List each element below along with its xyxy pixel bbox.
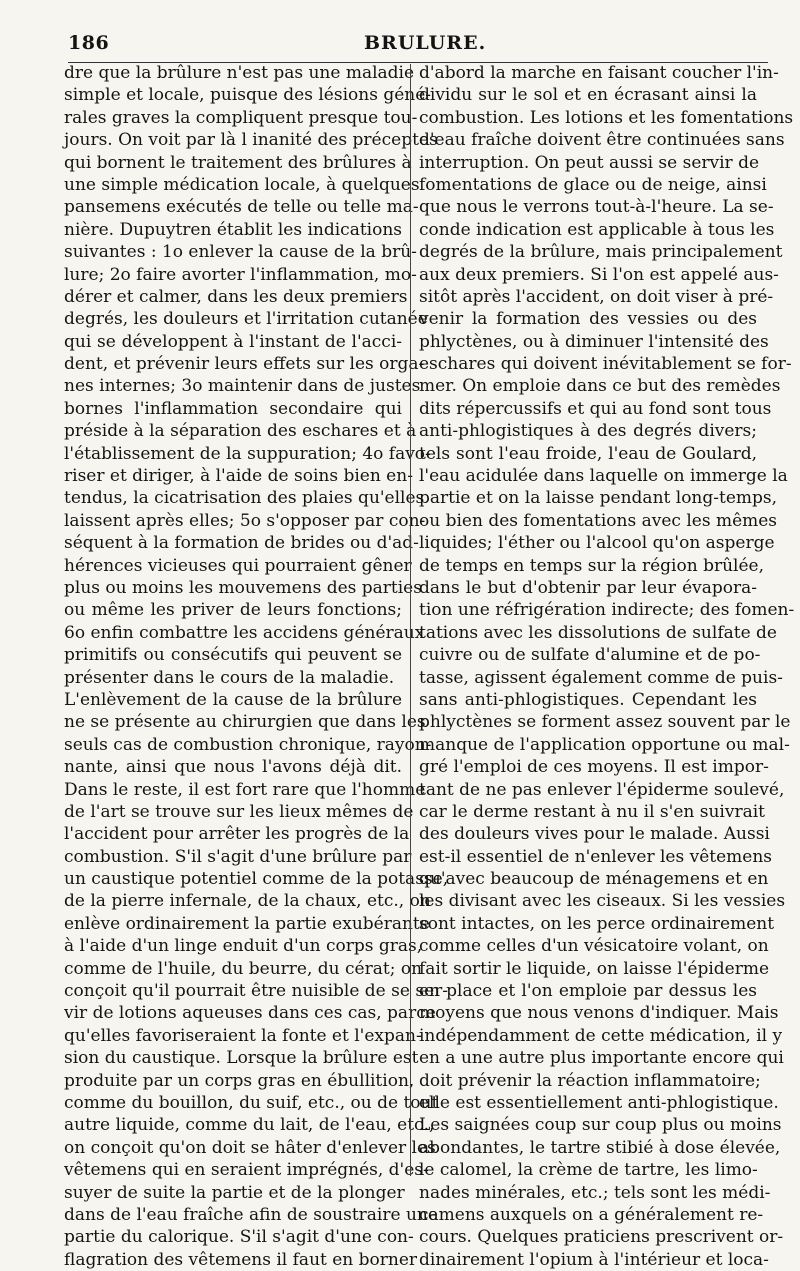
text-line: d'abord la marche en faisant coucher l'in- <box>419 63 779 83</box>
text-line: fomentations de glace ou de neige, ainsi <box>419 174 767 195</box>
text-line: partie et on la laisse pendant long-temps, <box>419 488 778 509</box>
text-line: dinairement l'opium à l'intérieur et loca- <box>419 1249 769 1270</box>
text-line: Dans le reste, il est fort rare que l'homme <box>64 779 426 800</box>
text-line: ou bien des fomentations avec les mêmes <box>419 510 778 531</box>
text-line: l'eau acidulée dans laquelle on immerge la <box>419 466 788 487</box>
text-line: phlyctènes se forment assez souvent par le <box>419 712 791 733</box>
text-line: pansemens exécutés de telle ou telle ma- <box>64 197 419 218</box>
text-line: de la pierre infernale, de la chaux, etc., on <box>64 891 431 912</box>
text-line: nes internes; 3o maintenir dans de justes <box>64 376 421 397</box>
text-line: suivantes : 1o enlever la cause de la brû- <box>64 242 417 263</box>
text-line: combustion. Les lotions et les fomentations <box>419 107 794 128</box>
right-column <box>419 62 795 1271</box>
column-divider <box>410 64 411 1176</box>
text-line: aux deux premiers. Si l'on est appelé aus- <box>419 264 779 285</box>
text-line: cours. Quelques praticiens prescrivent or- <box>419 1227 784 1248</box>
page-header <box>68 32 768 62</box>
text-line: l'établissement de la suppuration; 4o favo- <box>64 443 431 464</box>
text-line: tasse, agissent également comme de puis- <box>419 667 783 688</box>
text-line: nière. Dupuytren établit les indications <box>64 219 403 240</box>
text-line: dent, et prévenir leurs effets sur les orga- <box>64 354 425 375</box>
text-line: abondantes, le tartre stibié à dose élevée, <box>419 1137 781 1158</box>
text-line: tations avec les dissolutions de sulfate de <box>419 622 777 643</box>
text-line: de temps en temps sur la région brûlée, <box>419 555 764 576</box>
text-line: camens auxquels on a généralement re- <box>419 1204 764 1225</box>
text-line: bornes l'inflammation secondaire qui <box>64 398 402 419</box>
text-line: sont intactes, on les perce ordinairement <box>419 913 775 934</box>
text-line: à l'aide d'un linge enduit d'un corps gras, <box>64 936 423 957</box>
text-line: cuivre ou de sulfate d'alumine et de po- <box>419 645 761 666</box>
text-line: hérences vicieuses qui pourraient gêner <box>64 555 412 576</box>
text-line: primitifs ou consécutifs qui peuvent se <box>64 645 402 666</box>
text-line: que nous le verrons tout-à-l'heure. La se- <box>419 197 774 218</box>
text-line: anti-phlogistiques à des degrés divers; <box>419 421 757 442</box>
text-line: partie du calorique. S'il s'agit d'une con- <box>64 1227 414 1248</box>
text-line: dérer et calmer, dans les deux premiers <box>64 286 408 307</box>
text-line: le calomel, la crème de tartre, les limo- <box>419 1160 758 1181</box>
text-line: manque de l'application opportune ou mal- <box>419 734 790 755</box>
text-line: degrés, les douleurs et l'irritation cutanée <box>64 309 428 330</box>
text-line: vêtemens qui en seraient imprégnés, d'es- <box>64 1160 429 1181</box>
text-line: fait sortir le liquide, on laisse l'épiderme <box>419 958 770 979</box>
text-line: autre liquide, comme du lait, de l'eau, etc., <box>64 1115 435 1136</box>
text-line: comme celles d'un vésicatoire volant, on <box>419 936 769 957</box>
text-line: en place et l'on emploie par dessus les <box>419 981 757 1002</box>
text-line: moyens que nous venons d'indiquer. Mais <box>419 1003 779 1024</box>
text-line: plus ou moins les mouvemens des parties <box>64 577 422 598</box>
text-line: seuls cas de combustion chronique, rayon- <box>64 734 432 755</box>
running-title: BRULURE. <box>364 32 487 54</box>
left-column <box>64 62 449 1271</box>
text-line: sitôt après l'accident, on doit viser à pré- <box>419 286 774 307</box>
text-line: dits répercussifs et qui au fond sont tous <box>419 398 772 419</box>
text-line: jours. On voit par là l inanité des préceptes <box>64 130 438 151</box>
text-line: nades minérales, etc.; tels sont les médi- <box>419 1182 771 1203</box>
text-line: sion du caustique. Lorsque la brûlure est <box>64 1048 419 1069</box>
text-line: interruption. On peut aussi se servir de <box>419 152 760 173</box>
text-line: suyer de suite la partie et de la plonger <box>64 1182 405 1203</box>
text-line: L'enlèvement de la cause de la brûlure <box>64 689 402 710</box>
text-line: nante, ainsi que nous l'avons déjà dit. <box>64 757 402 778</box>
text-line: conçoit qu'il pourrait être nuisible de se ser- <box>64 981 448 1002</box>
text-line: lure; 2o faire avorter l'inflammation, mo- <box>64 264 417 285</box>
text-line: tion une réfrigération indirecte; des fomen- <box>419 600 795 621</box>
text-line: doit prévenir la réaction inflammatoire; <box>419 1070 761 1091</box>
text-line: tels sont l'eau froide, l'eau de Goulard, <box>419 443 757 464</box>
text-line: liquides; l'éther ou l'alcool qu'on asperge <box>419 533 775 554</box>
text-line: présenter dans le cours de la maladie. <box>64 667 395 688</box>
text-line: des douleurs vives pour le malade. Aussi <box>419 824 770 845</box>
page-number: 186 <box>68 32 110 54</box>
text-line: simple et locale, puisque des lésions géné- <box>64 85 432 106</box>
text-line: dre que la brûlure n'est pas une maladie <box>64 63 415 83</box>
text-line: qu'avec beaucoup de ménagemens et en <box>419 869 769 890</box>
text-line: un caustique potentiel comme de la potasse, <box>64 869 449 890</box>
text-line: gré l'emploi de ces moyens. Il est impor- <box>419 757 769 778</box>
text-line: car le derme restant à nu il s'en suivrait <box>419 801 765 822</box>
text-line: elle est essentiellement anti-phlogistique. <box>419 1092 779 1113</box>
text-line: comme du bouillon, du suif, etc., ou de tout <box>64 1092 439 1113</box>
text-line: Les saignées coup sur coup plus ou moins <box>419 1115 782 1136</box>
text-line: l'accident pour arrêter les progrès de la <box>64 824 410 845</box>
text-line: rales graves la compliquent presque tou- <box>64 107 418 128</box>
text-line: qui se développent à l'instant de l'acci- <box>64 331 402 352</box>
text-line: les divisant avec les ciseaux. Si les vessies <box>419 891 786 912</box>
text-line: préside à la séparation des eschares et à <box>64 421 417 442</box>
text-line: comme de l'huile, du beurre, du cérat; on <box>64 958 423 979</box>
text-line: mer. On emploie dans ce but des remèdes <box>419 376 781 397</box>
text-line: combustion. S'il s'agit d'une brûlure par <box>64 846 412 867</box>
text-line: dans le but d'obtenir par leur évapora- <box>419 577 757 598</box>
text-line: indépendamment de cette médication, il y <box>419 1025 783 1046</box>
text-line: laissent après elles; 5o s'opposer par con- <box>64 510 426 531</box>
text-line: conde indication est applicable à tous les <box>419 219 775 240</box>
text-line: ne se présente au chirurgien que dans les <box>64 712 426 733</box>
text-line: eschares qui doivent inévitablement se for- <box>419 354 792 375</box>
text-line: riser et diriger, à l'aide de soins bien en- <box>64 466 413 487</box>
text-line: phlyctènes, ou à diminuer l'intensité des <box>419 331 769 352</box>
text-line: de l'art se trouve sur les lieux mêmes de <box>64 801 414 822</box>
text-line: tant de ne pas enlever l'épiderme soulevé, <box>419 779 785 800</box>
text-line: enlève ordinairement la partie exubérante <box>64 913 430 934</box>
text-line: dans de l'eau fraîche afin de soustraire une <box>64 1204 438 1225</box>
text-line: sans anti-phlogistiques. Cependant les <box>419 689 757 710</box>
text-line: d'eau fraîche doivent être continuées sans <box>419 130 785 151</box>
text-line: est-il essentiel de n'enlever les vêtemens <box>419 846 773 867</box>
text-line: en a une autre plus importante encore qui <box>419 1048 784 1069</box>
text-line: qui bornent le traitement des brûlures à <box>64 152 412 173</box>
text-line: produite par un corps gras en ébullition, <box>64 1070 415 1091</box>
text-line: venir la formation des vessies ou des <box>419 309 757 330</box>
text-line: tendus, la cicatrisation des plaies qu'elles <box>64 488 425 509</box>
text-line: dividu sur le sol et en écrasant ainsi la <box>419 85 757 106</box>
text-line: degrés de la brûlure, mais principalement <box>419 242 783 263</box>
text-line: ou même les priver de leurs fonctions; <box>64 600 402 621</box>
text-line: qu'elles favoriseraient la fonte et l'expan- <box>64 1025 422 1046</box>
text-line: séquent à la formation de brides ou d'ad- <box>64 533 419 554</box>
text-line: vir de lotions aqueuses dans ces cas, parce <box>64 1003 436 1024</box>
text-line: 6o enfin combattre les accidens généraux <box>64 622 425 643</box>
text-line: une simple médication locale, à quelques <box>64 174 420 195</box>
text-line: on conçoit qu'on doit se hâter d'enlever les <box>64 1137 436 1158</box>
text-line: flagration des vêtemens il faut en borner <box>64 1249 418 1270</box>
